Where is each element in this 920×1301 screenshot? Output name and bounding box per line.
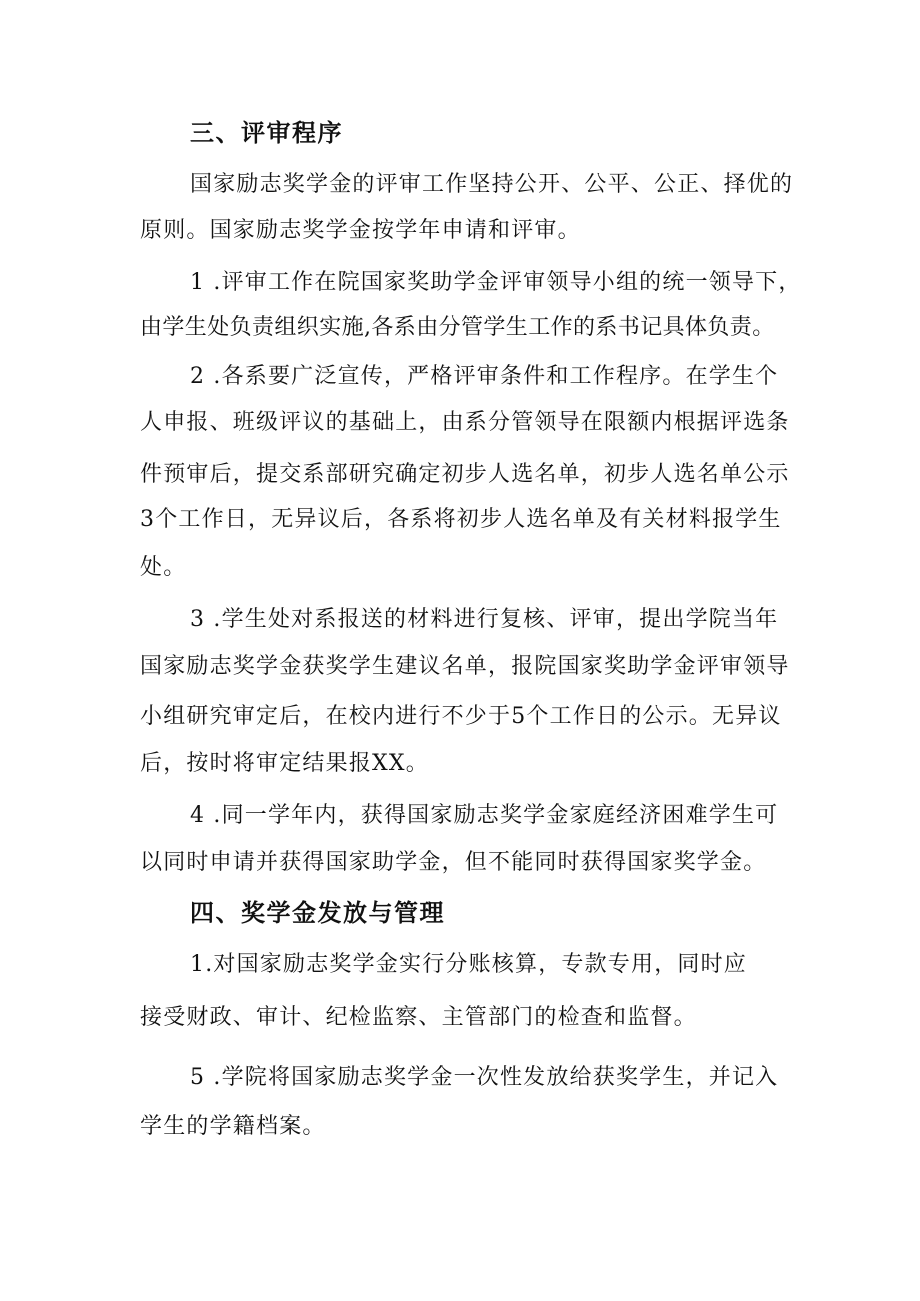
paragraph-line: 1.对国家励志奖学金实行分账核算，专款专用，同时应 [190, 952, 747, 977]
paragraph-line: 后，按时将审定结果报XX。 [140, 751, 429, 776]
paragraph-line: 国家励志奖学金的评审工作坚持公开、公平、公正、择优的 [190, 172, 794, 197]
paragraph-line: 3个工作日，无异议后，各系将初步人选名单及有关材料报学生 [140, 507, 782, 532]
paragraph-line: 处。 [140, 555, 187, 580]
paragraph-line: 2 .各系要广泛宣传，严格评审条件和工作程序。在学生个 [190, 364, 779, 389]
paragraph-line: 原则。国家励志奖学金按学年申请和评审。 [140, 218, 581, 243]
paragraph-line: 国家励志奖学金获奖学生建议名单，报院国家奖助学金评审领导 [140, 654, 790, 679]
paragraph-line: 学生的学籍档案。 [140, 1114, 326, 1139]
paragraph-line: 接受财政、审计、纪检监察、主管部门的检查和监督。 [140, 1005, 697, 1030]
paragraph-line: 1 .评审工作在院国家奖助学金评审领导小组的统一领导下， [190, 270, 802, 295]
paragraph-line: 人申报、班级评议的基础上，由系分管领导在限额内根据评选条 [140, 410, 790, 435]
paragraph-line: 4 .同一学年内，获得国家励志奖学金家庭经济困难学生可 [190, 803, 779, 828]
section-heading: 三、评审程序 [190, 119, 343, 147]
paragraph-line: 由学生处负责组织实施,各系由分管学生工作的系书记具体负责。 [140, 315, 775, 340]
paragraph-line: 以同时申请并获得国家助学金，但不能同时获得国家奖学金。 [140, 850, 767, 875]
paragraph-line: 小组研究审定后，在校内进行不少于5个工作日的公示。无异议 [140, 704, 782, 729]
section-heading: 四、奖学金发放与管理 [190, 899, 445, 927]
paragraph-line: 件预审后，提交系部研究确定初步人选名单，初步人选名单公示 [140, 462, 790, 487]
paragraph-line: 5 .学院将国家励志奖学金一次性发放给获奖学生，并记入 [190, 1065, 779, 1090]
paragraph-line: 3 .学生处对系报送的材料进行复核、评审，提出学院当年 [190, 607, 779, 632]
